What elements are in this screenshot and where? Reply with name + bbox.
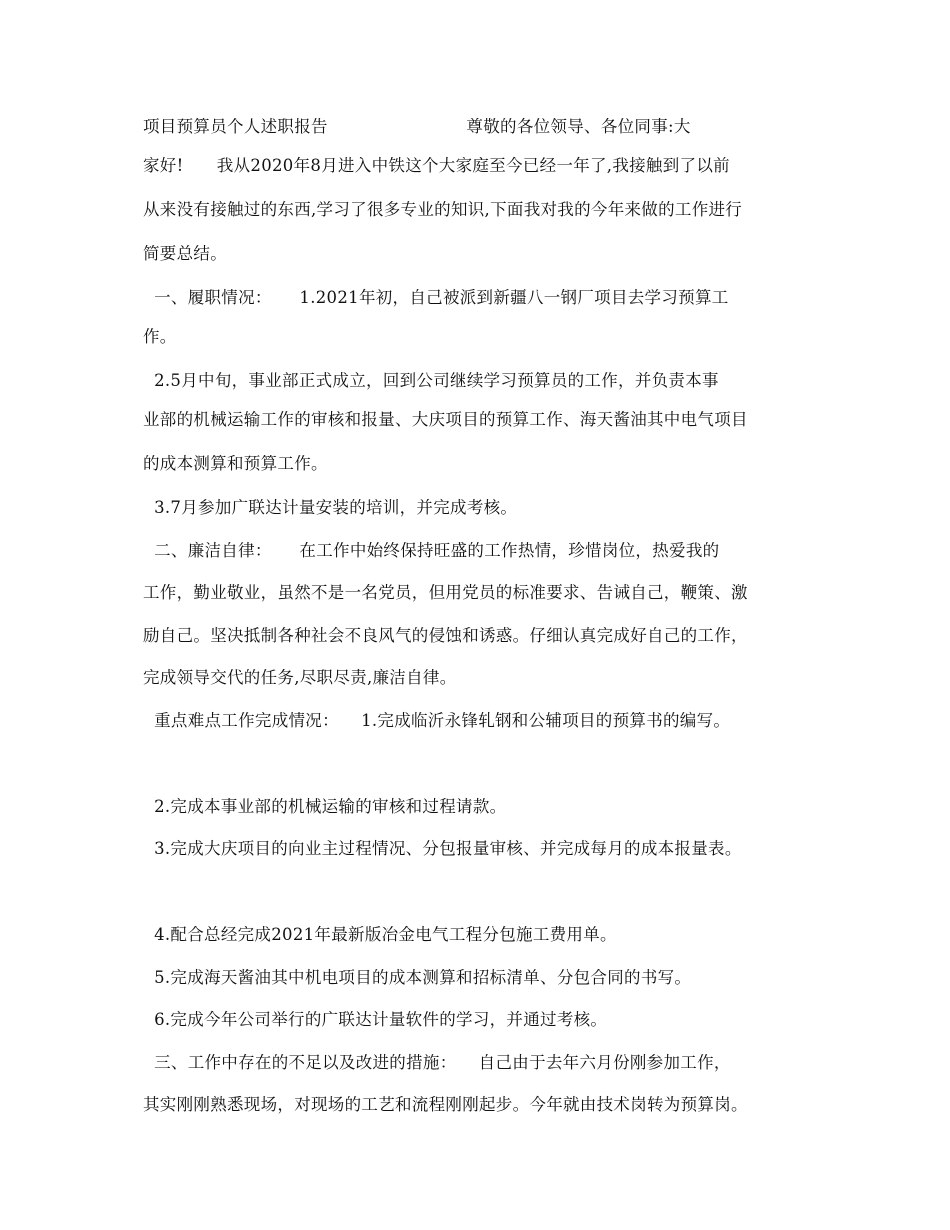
text-line: 5.完成海天酱油其中机电项目的成本测算和招标清单、分包合同的书写。 (143, 968, 692, 987)
text-line: 二、廉洁自律： 在工作中始终保持旺盛的工作热情，珍惜岗位，热爱我的 (143, 541, 720, 560)
text-line: 其实刚刚熟悉现场，对现场的工艺和流程刚刚起步。今年就由技术岗转为预算岗。 (143, 1095, 748, 1114)
text-line: 简要总结。 (143, 244, 227, 263)
text-line: 6.完成今年公司举行的广联达计量软件的学习，并通过考核。 (143, 1010, 608, 1029)
text-line: 励自己。坚决抵制各种社会不良风气的侵蚀和诱惑。仔细认真完成好自己的工作， (143, 626, 748, 645)
text-line: 作。 (143, 327, 177, 346)
text-line: 项目预算员个人述职报告 尊敬的各位领导、各位同事:大 (143, 117, 691, 136)
text-line: 3.7月参加广联达计量安装的培训，并完成考核。 (143, 498, 518, 517)
text-line: 4.配合总经完成2021年最新版冶金电气工程分包施工费用单。 (143, 925, 617, 944)
text-line: 重点难点工作完成情况： 1.完成临沂永锋轧钢和公辅项目的预算书的编写。 (143, 711, 731, 730)
text-line: 一、履职情况： 1.2021年初，自己被派到新疆八一钢厂项目去学习预算工 (143, 288, 729, 307)
text-line: 从来没有接触过的东西,学习了很多专业的知识,下面我对我的今年来做的工作进行 (143, 200, 743, 219)
text-line: 2.5月中旬，事业部正式成立，回到公司继续学习预算员的工作，并负责本事 (143, 371, 719, 390)
text-line: 完成领导交代的任务,尽职尽责,廉洁自律。 (143, 668, 457, 687)
text-line: 的成本测算和预算工作。 (143, 454, 328, 473)
text-line: 2.完成本事业部的机械运输的审核和过程请款。 (143, 797, 507, 816)
text-line: 工作，勤业敬业，虽然不是一名党员，但用党员的标准要求、告诫自己，鞭策、激 (143, 583, 748, 602)
text-line: 业部的机械运输工作的审核和报量、大庆项目的预算工作、海天酱油其中电气项目 (143, 410, 748, 429)
text-line: 家好! 我从2020年8月进入中铁这个大家庭至今已经一年了,我接触到了以前 (143, 156, 730, 175)
text-line: 三、工作中存在的不足以及改进的措施： 自己由于去年六月份刚参加工作， (143, 1053, 731, 1072)
text-line: 3.完成大庆项目的向业主过程情况、分包报量审核、并完成每月的成本报量表。 (143, 839, 742, 858)
